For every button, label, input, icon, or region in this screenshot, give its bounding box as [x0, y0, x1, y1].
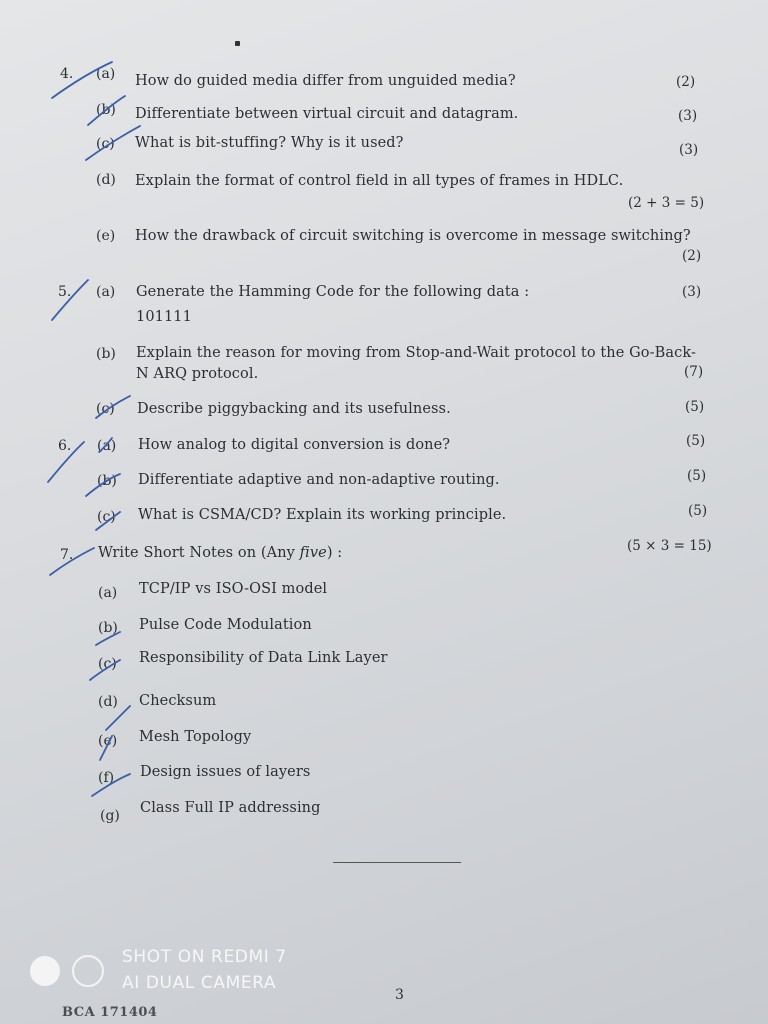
q7g-text: Class Full IP addressing: [140, 800, 321, 816]
q5a-text: Generate the Hamming Code for the following data :: [136, 284, 530, 300]
q4e-text: How the drawback of circuit switching is overcome in message switching?: [135, 228, 691, 244]
tick-q7b: [96, 632, 120, 645]
q7-intro-emphasis: five: [299, 545, 327, 561]
q5a-data: 101111: [136, 309, 192, 325]
tick-q7c: [90, 660, 120, 680]
tick-q5: [52, 280, 88, 320]
q7g-label: (g): [100, 808, 120, 824]
watermark-ring-icon: [72, 955, 104, 987]
q7b-text: Pulse Code Modulation: [139, 617, 312, 633]
q6c-marks: (5): [688, 503, 708, 519]
q5c-marks: (5): [685, 399, 705, 415]
q4d-label: (d): [96, 172, 116, 188]
watermark-filled-circle-icon: [30, 956, 60, 986]
q7e-label: (e): [98, 733, 118, 749]
q4e-marks: (2): [682, 248, 702, 264]
q7d-label: (d): [98, 694, 118, 710]
q7c-label: (c): [98, 656, 117, 672]
q6b-text: Differentiate adaptive and non-adaptive routing.: [138, 472, 500, 488]
tick-q7d: [106, 706, 130, 730]
q7-intro-start: Write Short Notes on (Any: [98, 545, 300, 561]
q5c-label: (c): [96, 401, 115, 417]
question-6-number: 6.: [58, 438, 72, 454]
tick-q6b: [86, 474, 120, 496]
q4c-label: (c): [96, 136, 115, 152]
watermark-line2: AI DUAL CAMERA: [122, 973, 277, 993]
q4a-label: (a): [96, 66, 116, 82]
q7-intro-end: ) :: [326, 545, 343, 561]
q7d-text: Checksum: [139, 693, 217, 709]
tick-q6: [48, 442, 84, 482]
q6a-marks: (5): [686, 433, 706, 449]
q6a-text: How analog to digital conversion is done?: [138, 437, 451, 453]
tick-q7e: [100, 736, 112, 760]
q5b-marks: (7): [684, 364, 704, 380]
q4a-text: How do guided media differ from unguided media?: [135, 73, 516, 89]
q7b-label: (b): [98, 620, 118, 636]
q4c-text: What is bit-stuffing? Why is it used?: [135, 135, 404, 151]
q7c-text: Responsibility of Data Link Layer: [139, 650, 388, 666]
q4c-marks: (3): [679, 142, 699, 158]
q4b-marks: (3): [678, 108, 698, 124]
q5c-text: Describe piggybacking and its usefulness.: [137, 401, 451, 417]
tick-q7f: [92, 774, 130, 796]
q7f-text: Design issues of layers: [140, 764, 311, 780]
tick-q6c: [96, 512, 120, 530]
q4d-text: Explain the format of control field in all types of frames in HDLC.: [135, 173, 624, 189]
q6b-marks: (5): [687, 468, 707, 484]
tick-q7: [50, 548, 94, 575]
q7a-text: TCP/IP vs ISO-OSI model: [139, 581, 328, 597]
q4e-label: (e): [96, 228, 116, 244]
paper-code: BCA 171404: [62, 1005, 158, 1020]
q5a-marks: (3): [682, 284, 702, 300]
page-number: 3: [395, 987, 404, 1003]
q7f-label: (f): [98, 770, 115, 786]
q6a-label: (a): [97, 438, 117, 454]
q6b-label: (b): [97, 473, 117, 489]
q5a-label: (a): [96, 284, 116, 300]
q7-marks: (5 × 3 = 15): [627, 538, 712, 554]
q4a-marks: (2): [676, 74, 696, 90]
question-4-number: 4.: [60, 66, 74, 82]
camera-watermark: [30, 946, 320, 996]
q7a-label: (a): [98, 585, 118, 601]
q4b-text: Differentiate between virtual circuit and datagram.: [135, 106, 519, 122]
q5b-text-line1: Explain the reason for moving from Stop-and-Wait protocol to the Go-Back-: [136, 345, 696, 361]
tick-q4: [52, 62, 112, 98]
q4b-label: (b): [96, 102, 116, 118]
tick-q4b: [88, 96, 125, 125]
q6c-text: What is CSMA/CD? Explain its working principle.: [138, 507, 507, 523]
tick-q5c: [96, 396, 130, 418]
q5b-label: (b): [96, 346, 116, 362]
question-5-number: 5.: [58, 284, 72, 300]
q5b-text-line2: N ARQ protocol.: [136, 366, 259, 382]
tick-q4c: [86, 126, 140, 160]
q6c-label: (c): [97, 509, 116, 525]
tick-q6a: [99, 438, 112, 452]
q4d-marks: (2 + 3 = 5): [628, 195, 705, 211]
question-7-number: 7.: [60, 547, 74, 563]
q7e-text: Mesh Topology: [139, 729, 252, 745]
watermark-line1: SHOT ON REDMI 7: [122, 947, 287, 967]
